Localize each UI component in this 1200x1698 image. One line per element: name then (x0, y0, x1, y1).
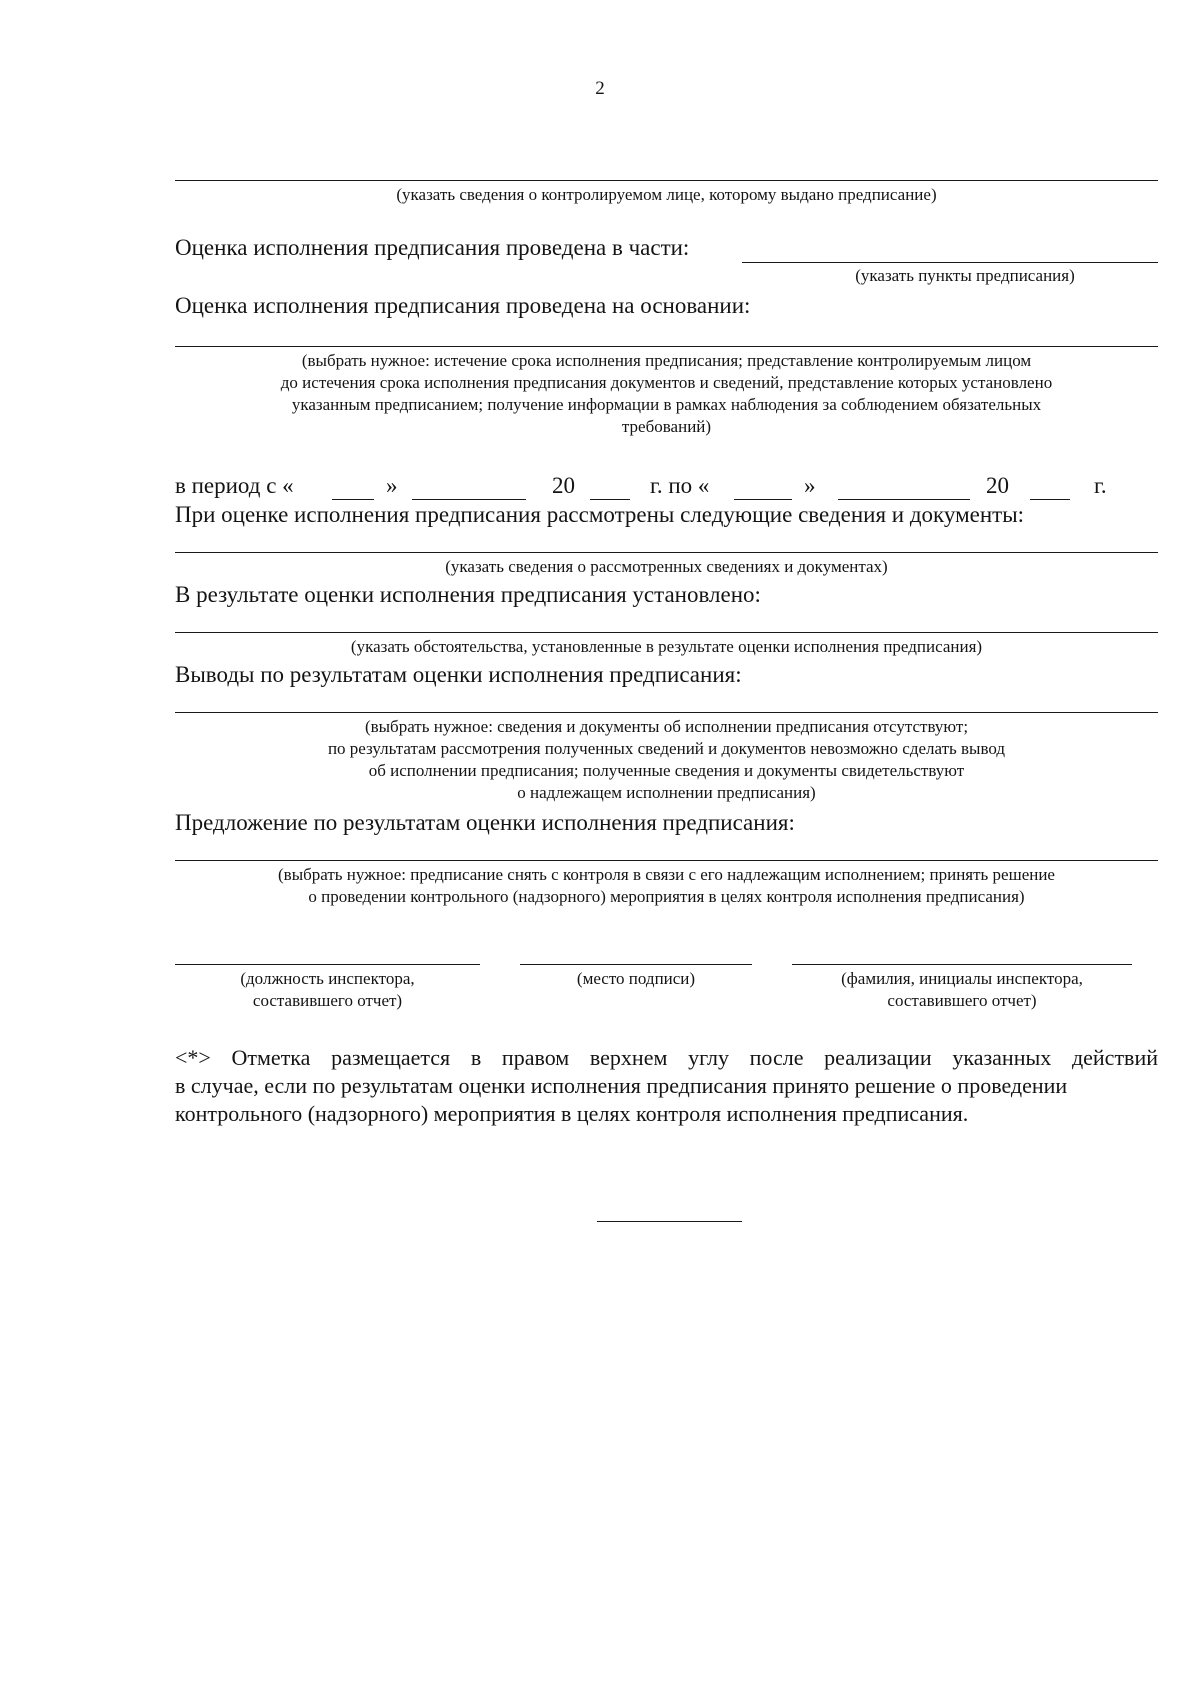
hint-line: указанным предписанием; получение информации в рамках наблюдения за соблюдением обязательных (291, 395, 1042, 414)
hint-line: о надлежащем исполнении предписания) (517, 783, 816, 802)
proposal-hint (175, 864, 1158, 908)
period-end-month-field[interactable] (838, 499, 970, 500)
reviewed-documents-label: При оценке исполнения предписания рассмотрены следующие сведения и документы: (175, 502, 1025, 527)
assessment-basis-label: Оценка исполнения предписания проведена на основании: (175, 293, 751, 318)
inspector-name-hint (792, 968, 1132, 1012)
hint-line: по результатам рассмотрения полученных сведений и документов невозможно сделать вывод (327, 739, 1006, 758)
hint-line: (выбрать нужное: сведения и документы об исполнении предписания отсутствуют; (364, 717, 969, 736)
period-suffix: г. (1094, 473, 1107, 498)
period-mid: г. по « (650, 473, 710, 498)
assessment-part-label: Оценка исполнения предписания проведена в части: (175, 235, 690, 260)
conclusions-field[interactable] (175, 712, 1158, 713)
hint-line: до истечения срока исполнения предписания документов и сведений, представление которых установлено (280, 373, 1053, 392)
hint-line: составившего отчет) (252, 991, 403, 1010)
controlled-person-field[interactable] (175, 180, 1158, 181)
assessment-basis-field[interactable] (175, 346, 1158, 347)
closing-rule (597, 1221, 742, 1222)
footnote-line-3: контрольного (надзорного) мероприятия в целях контроля исполнения предписания. (175, 1101, 969, 1126)
hint-line: составившего отчет) (887, 991, 1037, 1010)
hint-line: (место подписи) (576, 969, 696, 988)
hint-line: о проведении контрольного (надзорного) мероприятия в целях контроля исполнения предписания) (308, 887, 1025, 906)
proposal-label: Предложение по результатам оценки исполнения предписания: (175, 810, 795, 835)
signature-place-field[interactable] (520, 964, 752, 965)
proposal-field[interactable] (175, 860, 1158, 861)
period-start-month-field[interactable] (412, 499, 526, 500)
footnote-line-2: в случае, если по результатам оценки исполнения предписания принято решение о проведении (175, 1073, 1068, 1098)
period-close-quote-1: » (386, 473, 398, 498)
footnote-line-1: <*> Отметка размещается в правом верхнем углу после реализации указанных действий (175, 1045, 1158, 1070)
established-field[interactable] (175, 632, 1158, 633)
period-start-day-field[interactable] (332, 499, 374, 500)
inspector-position-hint (175, 968, 480, 1012)
signature-place-hint (520, 968, 752, 990)
period-end-day-field[interactable] (734, 499, 792, 500)
period-prefix: в период с « (175, 473, 294, 498)
established-label: В результате оценки исполнения предписания установлено: (175, 582, 761, 607)
period-year-prefix-1: 20 (552, 473, 575, 498)
period-start-year-field[interactable] (590, 499, 630, 500)
page-number: 2 (595, 78, 605, 99)
prescription-items-hint: (указать пункты предписания) (855, 266, 1075, 285)
assessment-basis-hint (175, 350, 1158, 438)
hint-line: требований) (621, 417, 712, 436)
inspector-name-field[interactable] (792, 964, 1132, 965)
hint-line: (фамилия, инициалы инспектора, (841, 969, 1083, 988)
hint-line: об исполнении предписания; полученные сведения и документы свидетельствуют (368, 761, 965, 780)
hint-line: (должность инспектора, (240, 969, 415, 988)
reviewed-documents-field[interactable] (175, 552, 1158, 553)
prescription-items-field[interactable] (742, 262, 1158, 263)
period-close-quote-2: » (804, 473, 816, 498)
conclusions-label: Выводы по результатам оценки исполнения предписания: (175, 662, 742, 687)
inspector-position-field[interactable] (175, 964, 480, 965)
period-end-year-field[interactable] (1030, 499, 1070, 500)
established-hint: (указать обстоятельства, установленные в результате оценки исполнения предписания) (350, 637, 983, 656)
controlled-person-hint: (указать сведения о контролируемом лице, которому выдано предписание) (396, 185, 937, 204)
period-year-prefix-2: 20 (986, 473, 1009, 498)
conclusions-hint (175, 716, 1158, 804)
footnote (175, 1044, 1158, 1128)
hint-line: (выбрать нужное: предписание снять с контроля в связи с его надлежащим исполнением; принять решение (278, 865, 1055, 884)
reviewed-documents-hint: (указать сведения о рассмотренных сведениях и документах) (445, 557, 888, 576)
hint-line: (выбрать нужное: истечение срока исполнения предписания; представление контролируемым лицом (301, 351, 1032, 370)
